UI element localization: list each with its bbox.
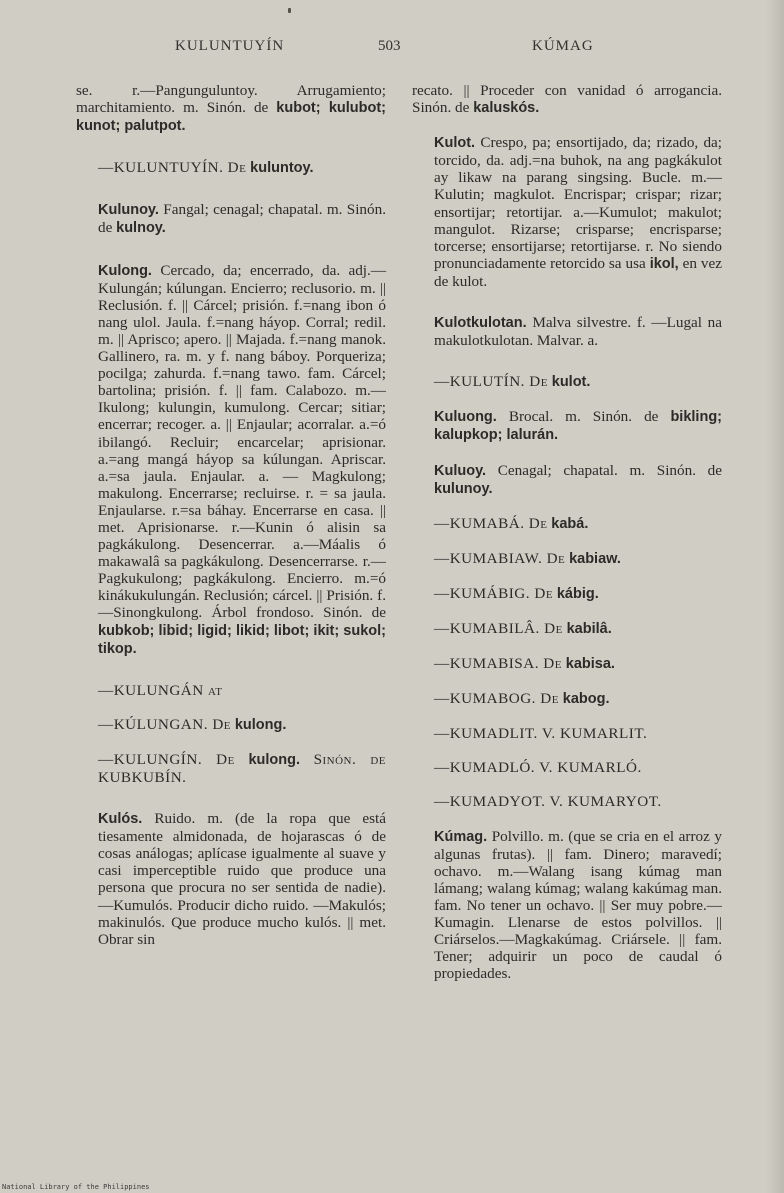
entry-kumaba: —KUMABÁ. De kabá. [434,514,589,532]
entry-kulungan-at: —KULUNGÁN at [98,681,223,699]
entry-kuluoy: Kuluoy. Cenagal; chapatal. m. Sinón. de kulunoy. [434,461,722,497]
page-edge-shadow [766,0,784,1193]
entry-kumabiaw: —KUMABIAW. De kabiaw. [434,549,621,567]
entry-kumabog: —KUMABOG. De kabog. [434,690,610,708]
entry-kulungan: —KÚLUNGAN. De kulong. [98,715,287,733]
entry-continuation: recato. || Proceder con vanidad ó arrogancia. Sinón. de kaluskós. [412,82,722,117]
running-head-left: KULUNTUYÍN [175,38,285,54]
entry-kumabila: —KUMABILÂ. De kabilâ. [434,619,612,637]
entry-kuluong: Kuluong. Brocal. m. Sinón. de bikling; kalupkop; lalurán. [434,408,723,444]
entry-kuluntuyin: —KULUNTUYÍN. De kuluntoy. [98,159,314,177]
entry-kumabisa: —KUMABISA. De kabisa. [434,655,615,673]
entry-kumadlit: —KUMADLIT. V. KUMARLIT. [434,725,648,743]
page-number: 503 [378,38,401,54]
running-head-right: KÚMAG [532,38,594,54]
entry-kulotkulotan: Kulotkulotan. Malva silvestre. f. —Lugal na makulotkulotan. Malvar. a. [434,314,722,350]
library-footer: National Library of the Philippines [2,1183,150,1191]
entry-kulos: Kulós. Ruido. m. (de la ropa que está tiesamente almidonada, de hojarascas ó de cosas análogas; aplícase igualmente al suave y casi imperceptible ruido que produce una persona que procura no ser sentida de nadie).—Kumulós. Producir dicho ruido. —Makulós; makinulós. Que produce mucho kulós. || met. Obrar sin [98,810,387,948]
entry-kulungin: —KULUNGÍN. De kulong. Sinón. de KUBKUBÍN. [98,750,387,786]
entry-kulong: Kulong. Cercado, da; encerrado, da. adj.—Kulungán; kúlungan. Encierro; reclusorio. m. || Reclusión. f. || Cárcel; prisión. f.=nang ibon ó nang ulol. Jaula. f.=nang háyop. Corral; redil. m. || Aprisco; apero. || Majada. f.=nang manok. Gallinero, ra. m. y f. nang báboy. Porqueriza; pocilga; zahurda. f.=nang tawo. fam. Cárcel; bartolina; prisión. f. || fam. Calabozo. m.—Ikulong; kulungin, kumulong. Cercar; sitiar; encerrar; recoger. a. || Enjaular; acorralar. a.=ó ibilangó. Recluir; encarcelar; aprisionar. a.=ang mangá háyop sa kúlungan. Apriscar. a.=sa jaula. Enjaular. a. — Magkulong; makulong. Encerrarse; recluirse. r. = sa jaula. Enjaularse. r.=sa báhay. Encerrarse en casa. || met. Aprisionarse. r.—Kunin ó alisin sa pagkákulong. Desencerrar. a.—Máalis ó makawalâ sa pagkákulong. Desencerrarse. r.—Pagkukulong; pagkákulong. Encierro. m.=ó kinákukulungán. Reclusión; cárcel. || Prisión. f.—Sinongkulong. Árbol frondoso. Sinón. de kubkob; libid; ligid; likid; libot; ikit; sukol; tikop. [98,261,387,657]
entry-kulunoy: Kulunoy. Fangal; cenagal; chapatal. m. Sinón. de kulnoy. [98,201,387,237]
entry-kumadyot: —KUMADYOT. V. KUMARYOT. [434,793,662,811]
right-column [412,82,722,982]
entry-kulot: Kulot. Crespo, pa; ensortijado, da; rizado, da; torcido, da. adj.=na buhok, na ang pagkákulot ay likaw na parang singsing. Bucle. m.—Kulutin; magkulot. Encrispar; crispar; rizar; ensortijar; retortijar. a.—Kumulot; makulot; mangulot. Rizarse; crisparse; encrisparse; torcerse; ensortijarse; retortijarse. r. No siendo pronunciadamente retorcido sa usa ikol, en vez de kulot. [434,134,723,290]
entry-kulutin: —KULUTÍN. De kulot. [434,373,591,391]
entry-continuation: se. r.—Pangunguluntoy. Arrugamiento; marchitamiento. m. Sinón. de kubot; kulubot; kunot; palutpot. [76,82,386,135]
ink-spot [288,8,291,13]
entry-kumabig: —KUMÁBIG. De kábig. [434,584,599,602]
entry-kumadlo: —KUMADLÓ. V. KUMARLÓ. [434,759,642,777]
entry-kumag: Kúmag. Polvillo. m. (que se cria en el arroz y algunas frutas). || fam. Dinero; maravedí; ochavo. m.—Walang isang kúmag man lámang; walang kúmag; walang kakúmag man. fam. No tener un ochavo. || Ser muy pobre.—Kumagin. Llenarse de estos polvillos. || Criárselos.—Magkakúmag. Criársele. || fam. Tener; adquirir un poco de caudal ó propiedades. [434,827,722,983]
left-column [76,82,386,948]
